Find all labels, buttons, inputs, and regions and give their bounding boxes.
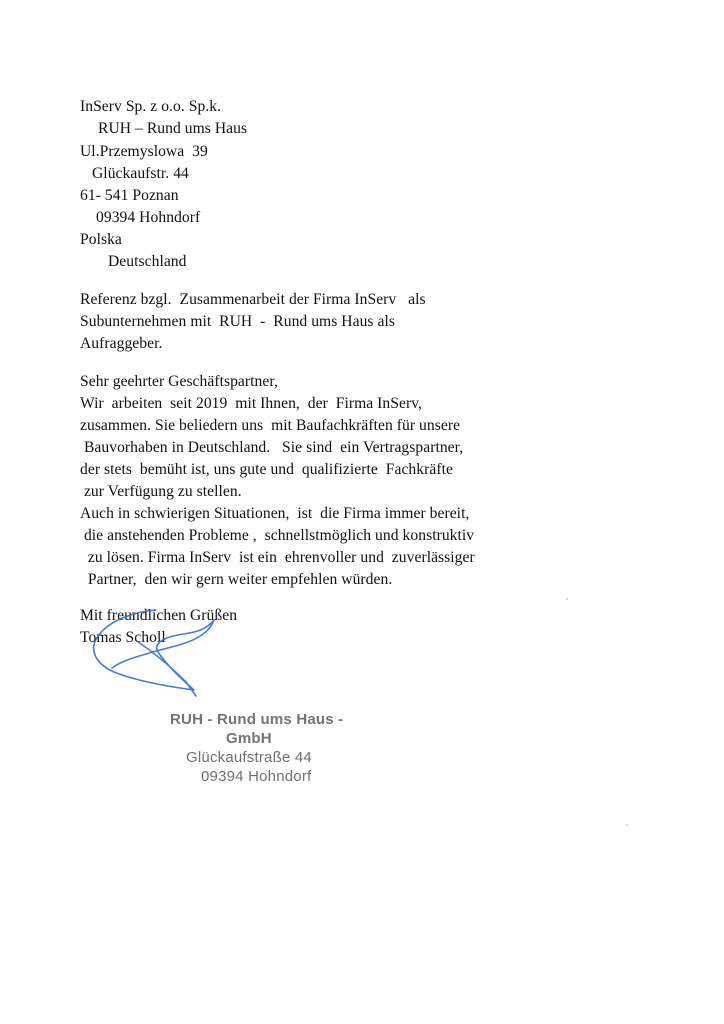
subject-line: Subunternehmen mit RUH - Rund ums Haus als	[80, 313, 395, 330]
address-line-recipient-company: RUH – Rund ums Haus	[98, 120, 248, 137]
stamp-line-city: 09394 Hohndorf	[201, 768, 312, 785]
subject-line: Referenz bzgl. Zusammenarbeit der Firma InServ als	[80, 291, 426, 308]
body-line: zur Verfügung zu stellen.	[80, 483, 242, 500]
body-line: zu lösen. Firma InServ ist ein ehrenvoller und zuverlässiger	[80, 549, 475, 566]
stamp-line-legal-form: GmbH	[226, 730, 272, 747]
address-line-postcode: 61- 541 Poznan	[80, 187, 179, 204]
body-line: der stets bemüht ist, uns gute und qualifizierte Fachkräfte	[80, 461, 453, 478]
body-line: zusammen. Sie beliedern uns mit Baufachkräften für unsere	[80, 417, 461, 434]
body-line: Auch in schwierigen Situationen, ist die Firma immer bereit,	[80, 505, 470, 522]
address-line-company: InServ Sp. z o.o. Sp.k.	[80, 98, 222, 115]
handwritten-signature	[86, 606, 226, 706]
body-line: die anstehenden Probleme , schnellstmöglich und konstruktiv	[80, 527, 475, 544]
subject-line: Aufraggeber.	[80, 335, 163, 352]
salutation: Sehr geehrter Geschäftspartner,	[80, 373, 278, 390]
closing-greeting: Mit freundlichen Grüßen	[80, 607, 238, 624]
body-line: Wir arbeiten seit 2019 mit Ihnen, der Firma InServ,	[80, 395, 422, 412]
address-line-recipient-country: Deutschland	[108, 253, 187, 270]
address-line-street: Ul.Przemyslowa 39	[80, 143, 208, 160]
address-line-recipient-postcode: 09394 Hohndorf	[96, 209, 201, 226]
signer-name: Tomas Scholl	[80, 629, 166, 646]
address-line-country: Polska	[80, 231, 122, 248]
body-line: Partner, den wir gern weiter empfehlen würden.	[80, 571, 393, 588]
scan-speck	[566, 598, 568, 600]
scan-speck	[626, 824, 628, 826]
address-line-recipient-street: Glückaufstr. 44	[92, 165, 189, 182]
stamp-line-street: Glückaufstraße 44	[186, 749, 312, 766]
stamp-line-company: RUH - Rund ums Haus -	[170, 711, 344, 728]
body-line: Bauvorhaben in Deutschland. Sie sind ein Vertragspartner,	[80, 439, 464, 456]
